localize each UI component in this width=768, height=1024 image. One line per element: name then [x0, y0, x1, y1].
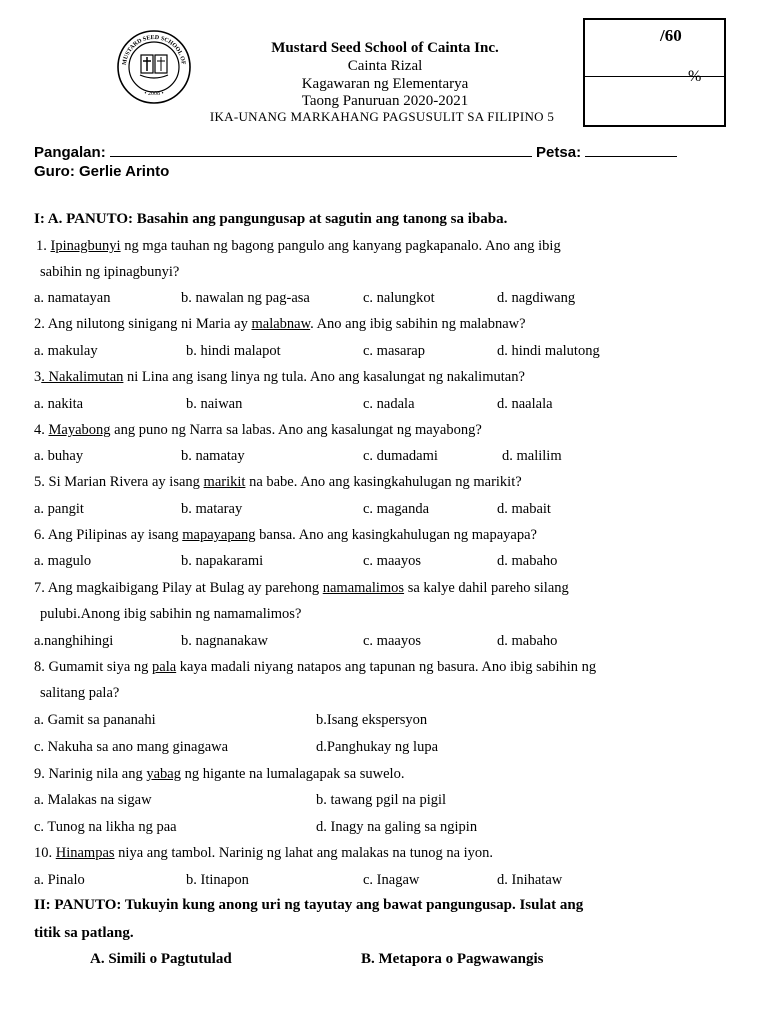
question-1-continued: sabihin ng ipinagbunyi? [40, 264, 180, 280]
svg-text:MUSTARD SEED SCHOOL OF CAINTA: MUSTARD SEED SCHOOL OF [121, 34, 186, 66]
date-label: Petsa [536, 144, 577, 161]
date-field[interactable] [585, 143, 677, 157]
question-9-option-a[interactable]: a. Malakas na sigaw [34, 792, 152, 808]
question-4: 4. Mayabong ang puno ng Narra sa labas. Ano ang kasalungat ng mayabong? [34, 422, 482, 438]
question-3: 3. Nakalimutan ni Lina ang isang linya ng tula. Ano ang kasalungat ng nakalimutan? [34, 369, 525, 385]
underlined-word: mapayapang [182, 527, 256, 543]
question-2: 2. Ang nilutong sinigang ni Maria ay malabnaw. Ano ang ibig sabihin ng malabnaw? [34, 316, 526, 332]
underlined-word: Mayabong [48, 422, 111, 438]
question-1: 1. Ipinagbunyi ng mga tauhan ng bagong pangulo ang kanyang pagkapanalo. Ano ang ibig [36, 238, 561, 254]
score-box [583, 18, 726, 127]
question-7-option-b[interactable]: b. nagnanakaw [181, 633, 268, 649]
question-7-option-a[interactable]: a.nanghihingi [34, 633, 114, 649]
question-2-option-d[interactable]: d. hindi malutong [497, 343, 600, 359]
school-city: Cainta Rizal [347, 58, 423, 74]
question-4-option-a[interactable]: a. buhay [34, 448, 84, 464]
choice-b: B. Metapora o Pagwawangis [361, 951, 544, 967]
question-3-option-b[interactable]: b. naiwan [186, 396, 243, 412]
question-10-option-d[interactable]: d. Inihataw [497, 872, 563, 888]
part1-instruction: I: A. PANUTO: Basahin ang pangungusap at sagutin ang tanong sa ibaba. [34, 211, 508, 227]
name-row: Pangalan: Petsa: [34, 143, 677, 161]
question-5: 5. Si Marian Rivera ay isang marikit na babe. Ano ang kasingkahulugan ng marikit? [34, 474, 522, 490]
exam-title: IKA-UNANG MARKAHANG PAGSUSULIT SA FILIPINO 5 [209, 109, 555, 124]
name-field[interactable] [110, 143, 532, 157]
question-6-option-d[interactable]: d. mabaho [497, 553, 558, 569]
question-10: 10. Hinampas niya ang tambol. Narinig ng lahat ang malakas na tunog na iyon. [34, 845, 494, 861]
part2-instruction-line1: II: PANUTO: Tukuyin kung anong uri ng tayutay ang bawat pangungusap. Isulat ang [34, 897, 584, 913]
question-1-option-d[interactable]: d. nagdiwang [497, 290, 576, 306]
underlined-word: marikit [203, 474, 246, 490]
underlined-word: Ipinagbunyi [50, 238, 121, 254]
question-3-option-c[interactable]: c. nadala [363, 396, 415, 412]
teacher-name: Guro: Gerlie Arinto [34, 163, 170, 180]
question-3-option-a[interactable]: a. nakita [34, 396, 84, 412]
question-6-option-a[interactable]: a. magulo [34, 553, 92, 569]
question-9-option-b[interactable]: b. tawang pgil na pigil [316, 792, 447, 808]
question-5-option-a[interactable]: a. pangit [34, 501, 84, 517]
question-10-option-a[interactable]: a. Pinalo [34, 872, 85, 888]
name-label: Pangalan [34, 144, 101, 161]
underlined-word: yabag [146, 766, 181, 782]
question-8-continued: salitang pala? [40, 685, 120, 701]
question-6-option-c[interactable]: c. maayos [363, 553, 421, 569]
underlined-word: malabnaw [251, 316, 311, 332]
question-8-option-d[interactable]: d.Panghukay ng lupa [316, 739, 439, 755]
question-7-option-c[interactable]: c. maayos [363, 633, 421, 649]
part2-instruction-line2: titik sa patlang. [34, 925, 134, 941]
question-8-option-c[interactable]: c. Nakuha sa ano mang ginagawa [34, 739, 229, 755]
school-year: Taong Panuruan 2020-2021 [301, 93, 469, 109]
underlined-word: . Nakalimutan [41, 369, 124, 385]
question-5-option-d[interactable]: d. mabait [497, 501, 551, 517]
school-seal-logo [116, 29, 192, 105]
question-3-option-d[interactable]: d. naalala [497, 396, 553, 412]
question-9-option-d[interactable]: d. Inagy na galing sa ngipin [316, 819, 478, 835]
question-7-continued: pulubi.Anong ibig sabihin ng namamalimos? [40, 606, 302, 622]
score-total: /60 [660, 26, 682, 45]
question-9-option-c[interactable]: c. Tunog na likha ng paa [34, 819, 177, 835]
question-1-option-a[interactable]: a. namatayan [34, 290, 111, 306]
question-8-option-a[interactable]: a. Gamit sa pananahi [34, 712, 156, 728]
question-4-option-c[interactable]: c. dumadami [363, 448, 438, 464]
question-10-option-b[interactable]: b. Itinapon [186, 872, 249, 888]
question-7: 7. Ang magkaibigang Pilay at Bulag ay parehong namamalimos sa kalye dahil pareho silang [34, 580, 569, 596]
underlined-word: Hinampas [55, 845, 115, 861]
school-name: Mustard Seed School of Cainta Inc. [271, 40, 499, 56]
question-2-option-a[interactable]: a. makulay [34, 343, 98, 359]
question-4-option-b[interactable]: b. namatay [181, 448, 245, 464]
question-1-option-c[interactable]: c. nalungkot [363, 290, 435, 306]
department: Kagawaran ng Elementarya [301, 76, 469, 92]
question-6: 6. Ang Pilipinas ay isang mapayapang bansa. Ano ang kasingkahulugan ng mapayapa? [34, 527, 537, 543]
score-percent: % [688, 68, 702, 85]
question-2-option-b[interactable]: b. hindi malapot [186, 343, 281, 359]
question-6-option-b[interactable]: b. napakarami [181, 553, 264, 569]
question-2-option-c[interactable]: c. masarap [363, 343, 425, 359]
underlined-word: namamalimos [322, 580, 405, 596]
question-7-option-d[interactable]: d. mabaho [497, 633, 558, 649]
underlined-word: pala [152, 659, 177, 675]
question-1-option-b[interactable]: b. nawalan ng pag-asa [181, 290, 310, 306]
question-5-option-c[interactable]: c. maganda [363, 501, 430, 517]
question-9: 9. Narinig nila ang yabag ng higante na lumalagapak sa suwelo. [34, 766, 405, 782]
question-5-option-b[interactable]: b. mataray [181, 501, 243, 517]
question-4-option-d[interactable]: d. malilim [502, 448, 562, 464]
question-10-option-c[interactable]: c. Inagaw [363, 872, 420, 888]
question-8: 8. Gumamit siya ng pala kaya madali niyang natapos ang tapunan ng basura. Ano ibig sabihin ng [34, 659, 597, 675]
question-8-option-b[interactable]: b.Isang ekspersyon [316, 712, 428, 728]
svg-text:• 2008 •: • 2008 • [144, 91, 164, 97]
choice-a: A. Simili o Pagtutulad [90, 951, 232, 967]
